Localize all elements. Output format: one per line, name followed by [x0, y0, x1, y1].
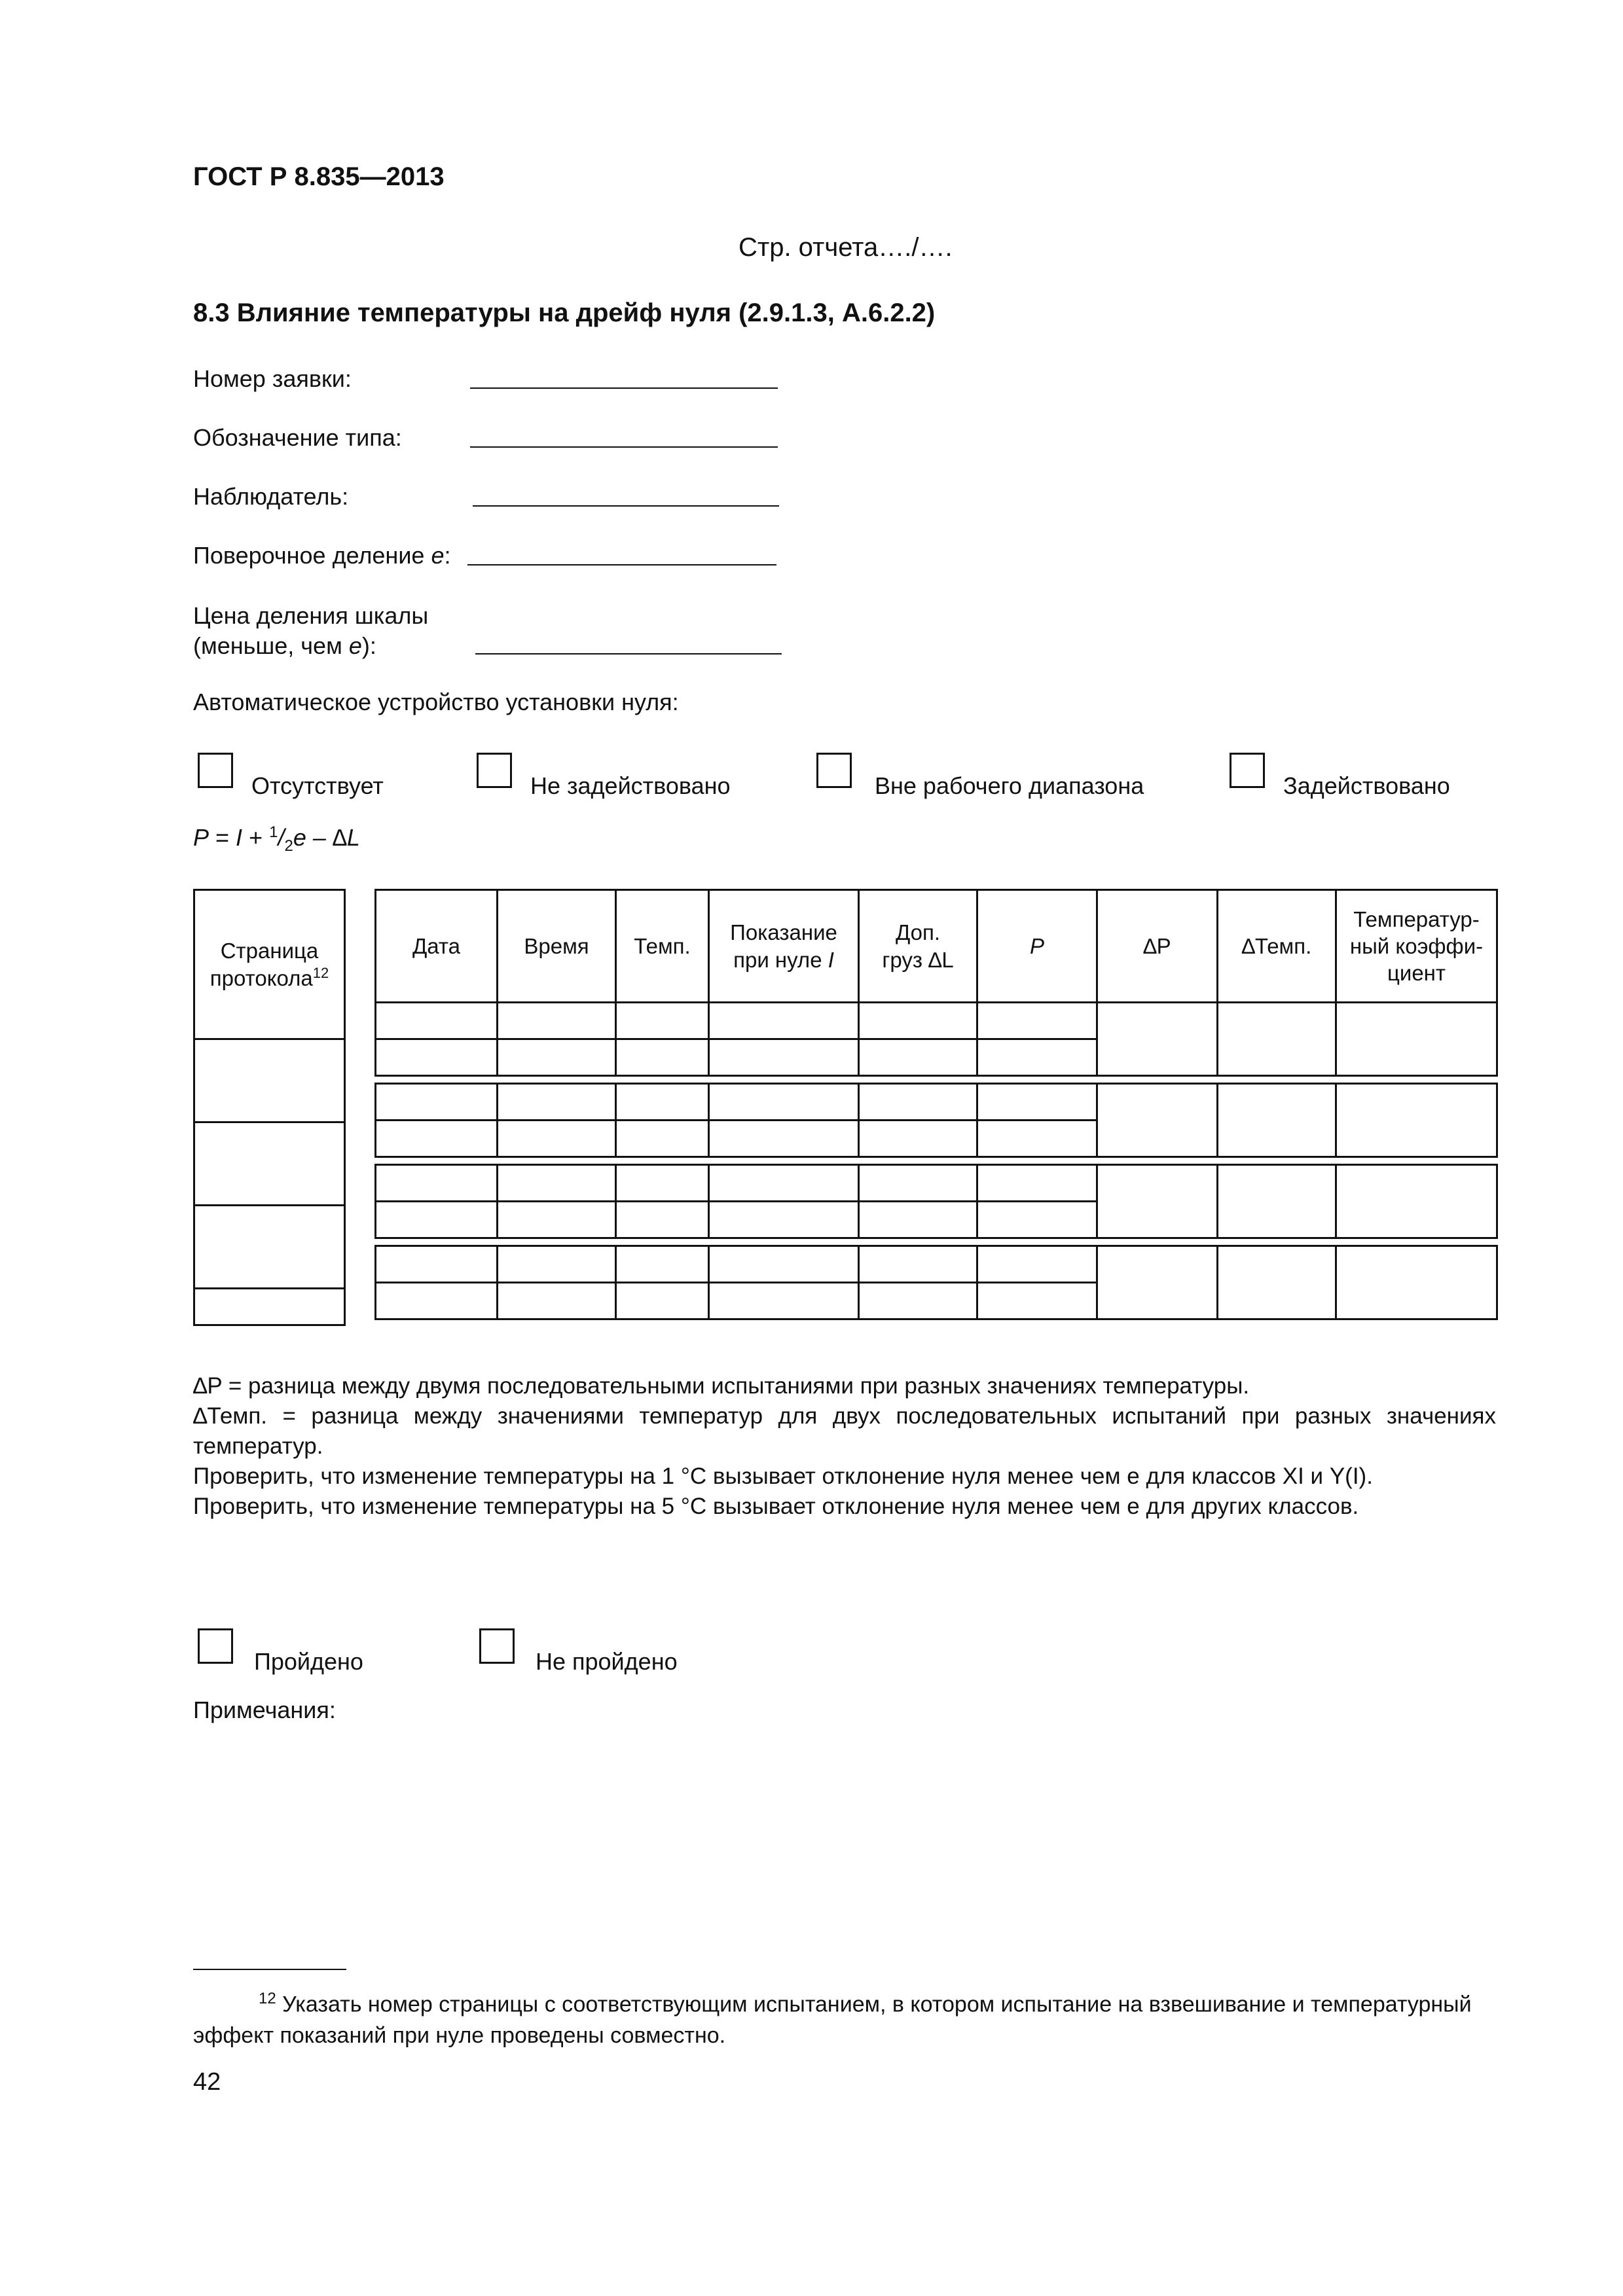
checkbox-passed[interactable]: [198, 1628, 233, 1664]
note-delta-temp: ∆Темп. = разница между значениями температур для двух последовательных испытаний при разных значениях температур.: [193, 1403, 1496, 1459]
table-cell[interactable]: [1336, 1084, 1497, 1157]
page-number: 42: [193, 2068, 221, 2096]
table-cell[interactable]: [709, 1202, 859, 1238]
footnote: $^{12}$ Указать номер страницы с соответствующим испытанием, в котором испытание на взвешивание и температурный эффект показаний при нуле проведены совместно.: [193, 1990, 1472, 2049]
table-cell[interactable]: [616, 1003, 709, 1039]
table-cell[interactable]: [709, 1283, 859, 1319]
table-cell[interactable]: [709, 1165, 859, 1202]
table-cell[interactable]: [1097, 1246, 1218, 1319]
request-number-label: Номер заявки:: [193, 365, 352, 392]
table-cell[interactable]: [859, 1121, 977, 1157]
table-row: [376, 1003, 1497, 1039]
table-cell[interactable]: [376, 1039, 498, 1076]
table-cell[interactable]: [376, 1165, 498, 1202]
protocol-page-cell[interactable]: [194, 1039, 345, 1122]
table-cell[interactable]: [1218, 1084, 1336, 1157]
report-page-counter: Стр. отчета…./….: [739, 233, 953, 262]
table-cell[interactable]: [376, 1084, 498, 1121]
note-delta-p: ∆P = разница между двумя последовательными испытаниями при разных значениях температуры.: [193, 1373, 1250, 1399]
note-check-5: Проверить, что изменение температуры на 5 °С вызывает отклонение нуля менее чем e для других классов.: [193, 1494, 1359, 1519]
table-cell[interactable]: [1097, 1003, 1218, 1076]
table-cell[interactable]: [709, 1121, 859, 1157]
table-cell[interactable]: [376, 1246, 498, 1283]
header-zero-reading: Показание при нуле I: [709, 890, 859, 1003]
header-time: Время: [498, 890, 616, 1003]
header-date: Дата: [376, 890, 498, 1003]
header-delta-temp: ∆Темп.: [1218, 890, 1336, 1003]
scale-division-label: Цена деления шкалы (меньше, чем e):: [193, 602, 429, 659]
table-cell[interactable]: [616, 1202, 709, 1238]
table-cell[interactable]: [498, 1039, 616, 1076]
observer-field[interactable]: [473, 505, 779, 507]
table-row: [376, 1165, 1497, 1202]
table-row: [376, 1084, 1497, 1121]
table-cell[interactable]: [376, 1121, 498, 1157]
scale-division-field[interactable]: [475, 653, 782, 655]
protocol-page-header: Страница протокола$^{12}$: [194, 890, 345, 1039]
notes: [193, 1371, 1496, 1522]
request-number-field[interactable]: [470, 387, 778, 389]
table-cell[interactable]: [1097, 1165, 1218, 1238]
protocol-page-cell[interactable]: [194, 1289, 345, 1325]
type-designation-field[interactable]: [470, 446, 778, 448]
table-cell[interactable]: [709, 1246, 859, 1283]
table-cell[interactable]: [1218, 1003, 1336, 1076]
footnote-separator: [193, 1969, 346, 1970]
table-cell[interactable]: [498, 1283, 616, 1319]
header-temp: Темп.: [616, 890, 709, 1003]
protocol-page-cell[interactable]: [194, 1122, 345, 1206]
table-cell[interactable]: [709, 1039, 859, 1076]
table-cell[interactable]: [1218, 1246, 1336, 1319]
observer-label: Наблюдатель:: [193, 483, 349, 510]
protocol-page-cell[interactable]: [194, 1206, 345, 1289]
table-cell[interactable]: [616, 1121, 709, 1157]
table-cell[interactable]: [977, 1121, 1097, 1157]
table-cell[interactable]: [616, 1283, 709, 1319]
table-cell[interactable]: [498, 1003, 616, 1039]
checkbox-engaged-label: Задействовано: [1283, 772, 1450, 799]
checkbox-engaged[interactable]: [1230, 753, 1265, 788]
table-cell[interactable]: [616, 1084, 709, 1121]
table-cell[interactable]: [498, 1202, 616, 1238]
table-cell[interactable]: [977, 1202, 1097, 1238]
table-cell[interactable]: [977, 1283, 1097, 1319]
table-cell[interactable]: [1336, 1246, 1497, 1319]
measurement-table: [374, 889, 1498, 1320]
table-cell[interactable]: [1097, 1084, 1218, 1157]
checkbox-failed-label: Не пройдено: [536, 1648, 678, 1675]
table-cell[interactable]: [1336, 1165, 1497, 1238]
header-temperature-coefficient: Температур- ный коэффи- циент: [1336, 890, 1497, 1003]
table-cell[interactable]: [977, 1246, 1097, 1283]
header-delta-p: ∆P: [1097, 890, 1218, 1003]
section-title: 8.3 Влияние температуры на дрейф нуля (2.9.1.3, А.6.2.2): [193, 298, 936, 327]
note-check-1: Проверить, что изменение температуры на 1 °С вызывает отклонение нуля менее чем e для классов XI и Y(I).: [193, 1463, 1373, 1489]
table-cell[interactable]: [859, 1165, 977, 1202]
table-cell[interactable]: [616, 1165, 709, 1202]
table-cell[interactable]: [709, 1084, 859, 1121]
table-cell[interactable]: [859, 1246, 977, 1283]
table-cell[interactable]: [376, 1003, 498, 1039]
table-cell[interactable]: [498, 1084, 616, 1121]
table-cell[interactable]: [1218, 1165, 1336, 1238]
remarks-label: Примечания:: [193, 1696, 336, 1723]
table-cell[interactable]: [859, 1003, 977, 1039]
auto-zero-label: Автоматическое устройство установки нуля:: [193, 689, 679, 715]
checkbox-passed-label: Пройдено: [254, 1648, 363, 1675]
table-cell[interactable]: [376, 1202, 498, 1238]
table-cell[interactable]: [498, 1165, 616, 1202]
table-row: [376, 1246, 1497, 1283]
table-cell[interactable]: [977, 1039, 1097, 1076]
document-id: ГОСТ Р 8.835—2013: [193, 162, 445, 191]
formula: $P = I + ^1/_2e - \Delta L$: [193, 823, 360, 855]
table-cell[interactable]: [616, 1246, 709, 1283]
header-p: P: [977, 890, 1097, 1003]
table-cell[interactable]: [498, 1246, 616, 1283]
table-cell[interactable]: [859, 1084, 977, 1121]
checkbox-out-of-range-label: Вне рабочего диапазона: [875, 772, 1144, 799]
table-cell[interactable]: [859, 1283, 977, 1319]
type-designation-label: Обозначение типа:: [193, 424, 402, 451]
checkbox-out-of-range[interactable]: [816, 753, 852, 788]
table-cell[interactable]: [498, 1121, 616, 1157]
checkbox-absent[interactable]: [198, 753, 233, 788]
table-cell[interactable]: [977, 1084, 1097, 1121]
checkbox-failed[interactable]: [479, 1628, 515, 1664]
table-cell[interactable]: [859, 1202, 977, 1238]
table-cell[interactable]: [709, 1003, 859, 1039]
table-cell[interactable]: [376, 1283, 498, 1319]
protocol-page-table: [193, 889, 346, 1326]
header-additional-load: Доп. груз ∆L: [859, 890, 977, 1003]
table-cell[interactable]: [977, 1003, 1097, 1039]
table-cell[interactable]: [616, 1039, 709, 1076]
table-cell[interactable]: [977, 1165, 1097, 1202]
verification-division-label: Поверочное деление e:: [193, 542, 451, 569]
verification-division-field[interactable]: [467, 564, 776, 565]
checkbox-not-engaged[interactable]: [477, 753, 512, 788]
table-cell[interactable]: [1336, 1003, 1497, 1076]
checkbox-absent-label: Отсутствует: [251, 772, 384, 799]
table-cell[interactable]: [859, 1039, 977, 1076]
checkbox-not-engaged-label: Не задействовано: [530, 772, 731, 799]
